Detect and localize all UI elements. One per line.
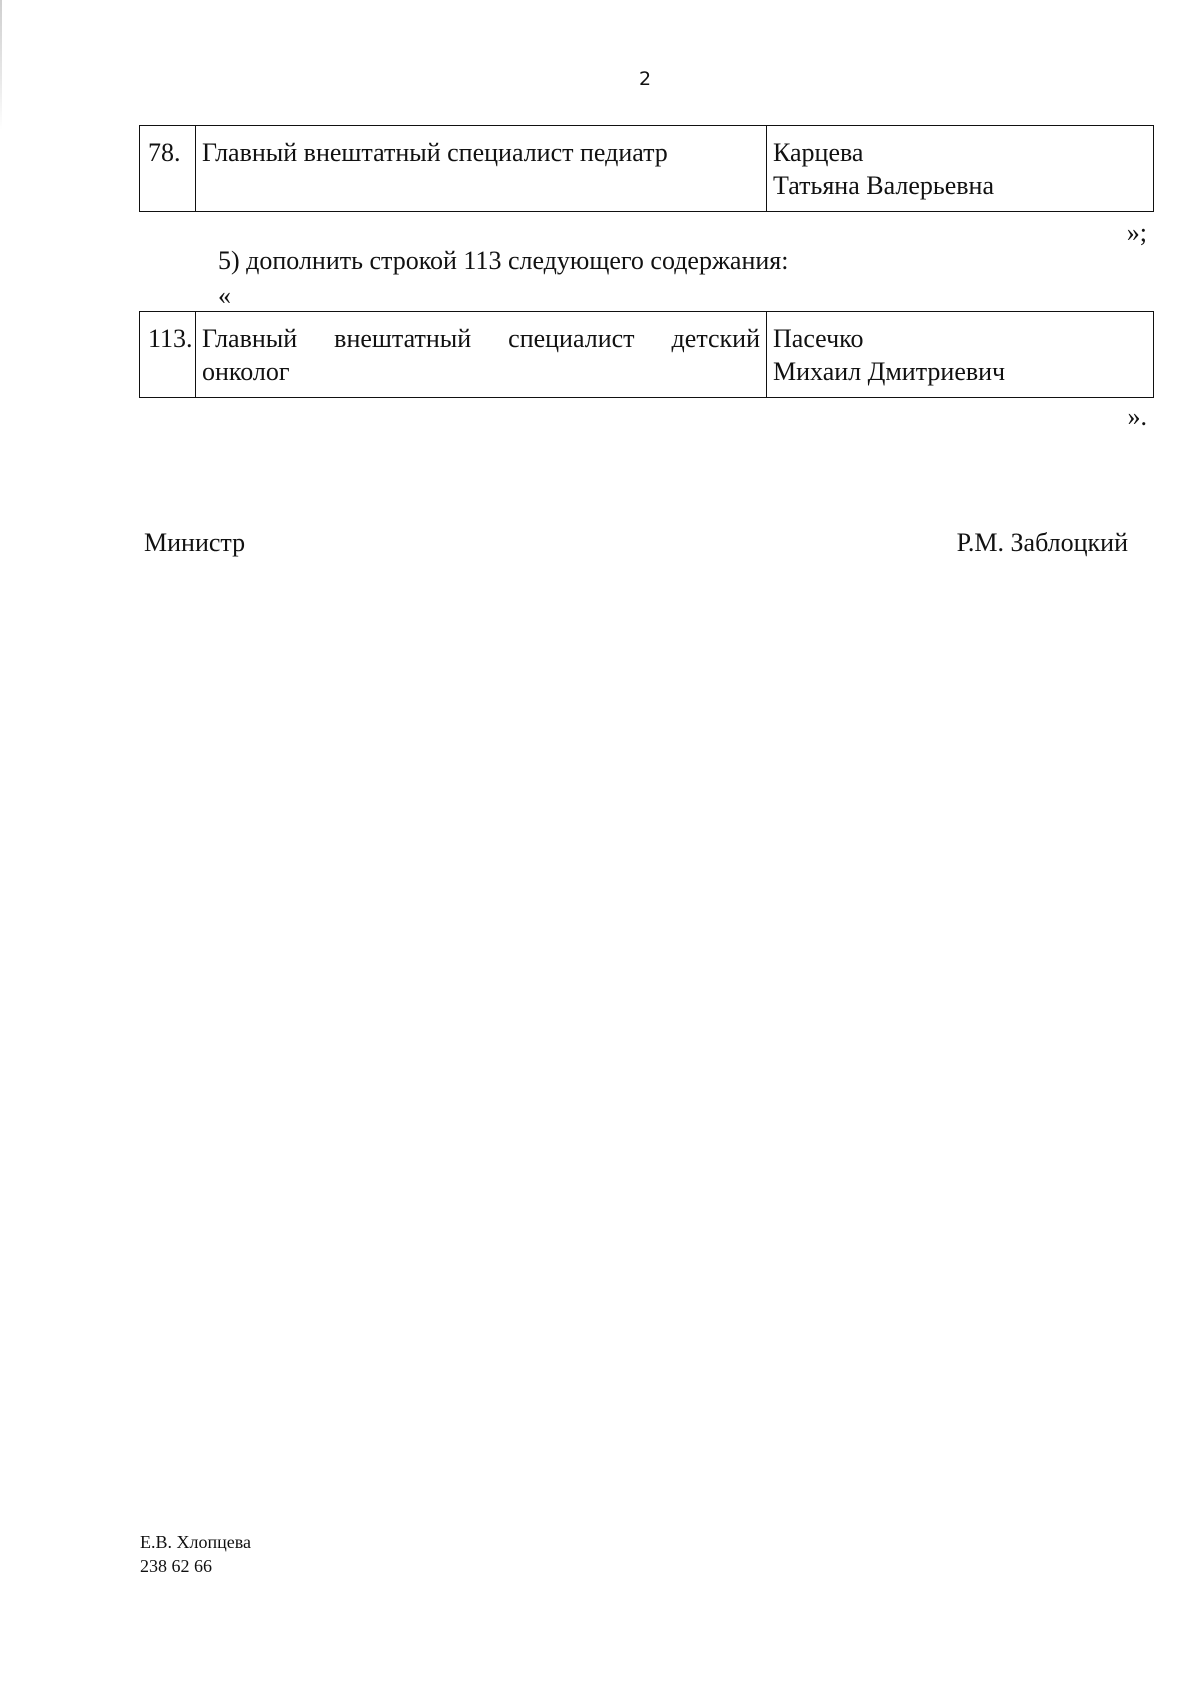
row-number: 113. xyxy=(140,312,196,398)
row-position: Главный внештатный специалист педиатр xyxy=(196,126,767,212)
row-name-given: Михаил Дмитриевич xyxy=(773,357,1006,386)
row-name-surname: Пасечко xyxy=(773,324,864,353)
closing-quote-second: ». xyxy=(1127,402,1147,431)
row-position: Главный внештатный специалист детский онколог xyxy=(196,312,767,398)
table-row xyxy=(140,312,1154,398)
footer-contact xyxy=(140,1530,251,1578)
scan-edge-shadow xyxy=(0,0,2,130)
page-number: 2 xyxy=(638,68,652,90)
row-name xyxy=(767,312,1154,398)
footer-author: Е.В. Хлопцева xyxy=(140,1532,251,1552)
specialists-table-first xyxy=(139,125,1154,212)
row-name-given: Татьяна Валерьевна xyxy=(773,171,994,200)
amendment-text: 5) дополнить строкой 113 следующего содержания: xyxy=(218,246,789,275)
row-name xyxy=(767,126,1154,212)
row-name-surname: Карцева xyxy=(773,138,864,167)
signature-name: Р.М. Заблоцкий xyxy=(956,528,1128,557)
specialists-table-second xyxy=(139,311,1154,398)
closing-quote-first: »; xyxy=(1126,218,1147,247)
row-number: 78. xyxy=(140,126,196,212)
footer-phone: 238 62 66 xyxy=(140,1556,212,1576)
table-row xyxy=(140,126,1154,212)
signature-title: Министр xyxy=(144,528,246,557)
opening-quote: « xyxy=(218,281,231,310)
